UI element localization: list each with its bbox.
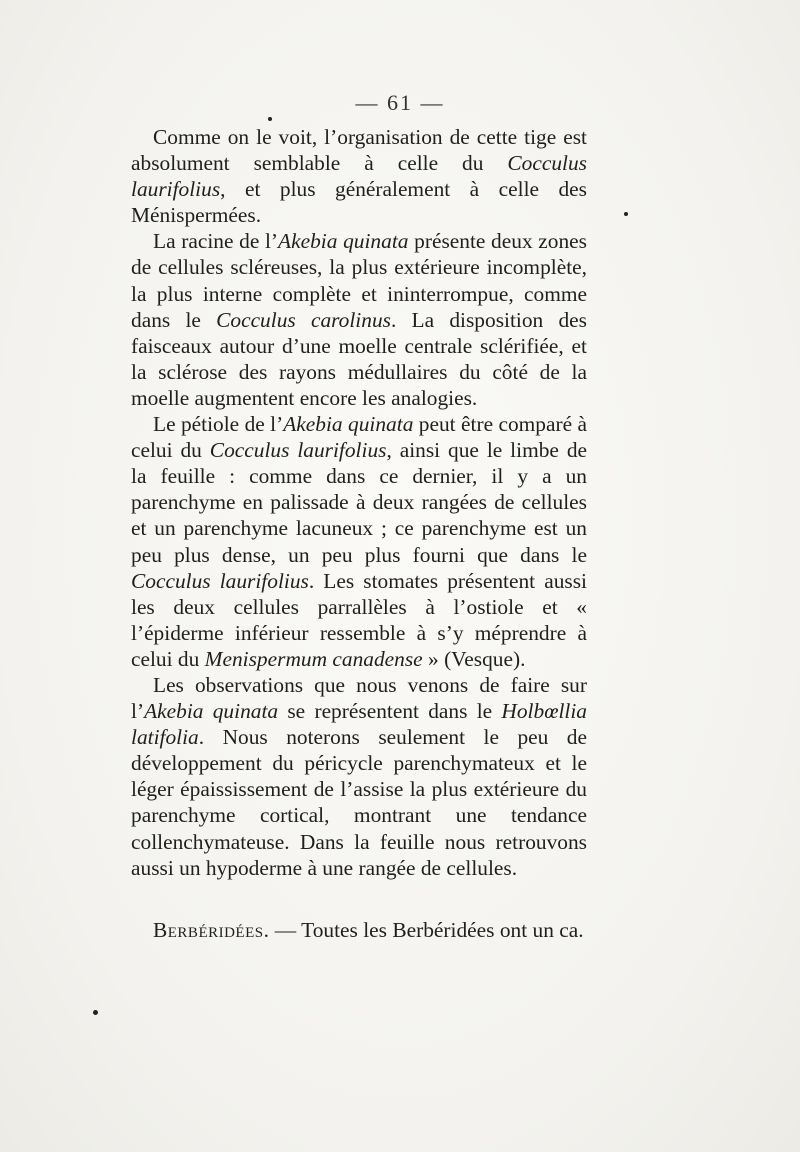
page-number: — 61 — <box>355 90 445 115</box>
text-run: » (Vesque). <box>422 646 526 671</box>
text-run: peut être comparé à celui du <box>131 412 587 463</box>
italic-term: Menispermum canadense <box>204 646 423 671</box>
italic-term: Cocculus carolinus <box>216 307 391 332</box>
text-run: , et plus généralement à celle des Ménispermées. <box>131 177 587 228</box>
body-text <box>131 124 587 943</box>
text-run: . Nous noterons seulement le peu de développement du péricycle parenchymateux et le léger épaississement de l’assise la plus extérieure du parenchyme cortical, montrant une tendance collenchymateuse. Dans la feuille nous retrouvons aussi un hypoderme à une rangée de cellules. <box>131 725 587 880</box>
text-run: Comme on le voit, l’organisation de cette tige est absolument semblable à celle du <box>131 125 587 176</box>
text-run: La racine de l’ <box>153 229 279 254</box>
text-run: — Toutes les Berbéridées ont un ca. <box>269 917 584 942</box>
paragraph <box>131 411 587 672</box>
text-run: , ainsi que le limbe de la feuille : comme dans ce dernier, il y a un parenchyme en palissade à deux rangées de cellules et un parenchyme lacuneux ; ce parenchyme est un peu plus dense, un peu plus fourni que dans le <box>131 438 588 567</box>
italic-term: Akebia quinata <box>144 699 279 724</box>
paragraph <box>131 124 587 228</box>
section-heading: Berbéridées. <box>153 917 270 942</box>
ink-speck <box>624 212 628 216</box>
italic-term: Holbœllia latifolia <box>131 699 587 750</box>
text-run: . La disposition des faisceaux autour d’une moelle centrale sclérifiée, et la sclérose des rayons médullaires du côté de la moelle augmentent encore les analogies. <box>131 307 587 410</box>
text-run: présente deux zones de cellules scléreuses, la plus extérieure incomplète, la plus interne complète et ininterrompue, comme dans le <box>131 229 587 332</box>
section-paragraph <box>131 917 587 943</box>
italic-term: Akebia quinata <box>278 229 409 254</box>
text-run: Les observations que nous venons de faire sur l’ <box>131 672 587 724</box>
ink-speck <box>93 1010 98 1015</box>
text-run: . Les stomates présentent aussi les deux cellules parrallèles à l’ostiole et « l’épiderme inférieur ressemble à s’y méprendre à celui du <box>131 568 587 671</box>
ink-speck <box>268 117 272 121</box>
paragraph <box>131 228 587 411</box>
italic-term: Cocculus laurifolius <box>131 568 309 593</box>
italic-term: Cocculus laurifolius <box>131 151 587 202</box>
paragraph <box>131 672 587 881</box>
text-run: Le pétiole de l’ <box>153 412 284 437</box>
italic-term: Cocculus laurifolius <box>209 438 387 463</box>
italic-term: Akebia quinata <box>283 412 414 437</box>
text-run: se représentent dans le <box>278 699 502 724</box>
